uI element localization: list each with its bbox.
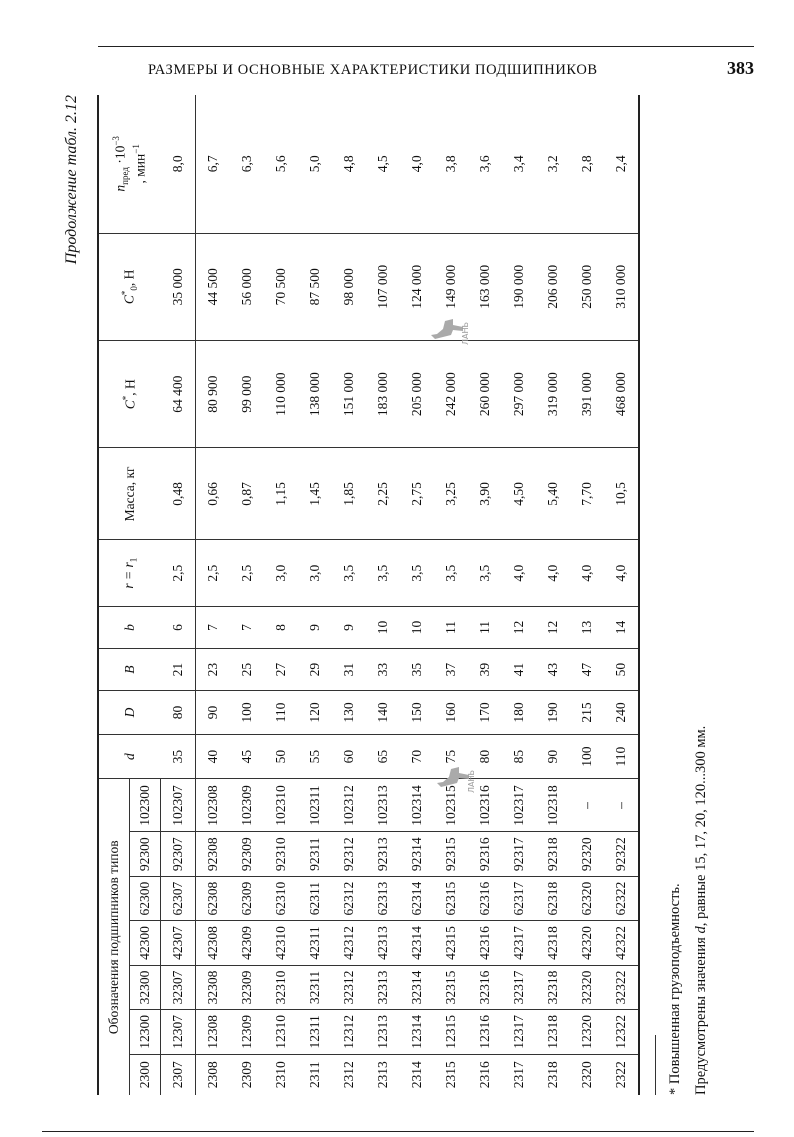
group-header: Обозначения подшипников типов (106, 840, 121, 1035)
table-cell: 42312 (332, 921, 366, 965)
col-header-mass: Масса, кг (98, 448, 161, 540)
table-row (298, 95, 332, 1095)
type-header: 12300 (130, 1010, 161, 1054)
table-cell: 62311 (298, 876, 332, 920)
table-cell: 2307 (161, 1054, 196, 1095)
table-cell: 2,25 (366, 448, 400, 540)
table-cell: 42315 (434, 921, 468, 965)
table-cell: 3,25 (434, 448, 468, 540)
table-cell: 110 (604, 734, 639, 779)
table-cell: 6,3 (230, 95, 264, 233)
table-cell: 37 (434, 649, 468, 691)
table-cell: 33 (366, 649, 400, 691)
table-cell: 4,0 (604, 540, 639, 606)
table-cell: 1,45 (298, 448, 332, 540)
table-cell: – (604, 779, 639, 832)
table-row (264, 95, 298, 1095)
table-cell: 102314 (400, 779, 434, 832)
table-cell: 92313 (366, 832, 400, 876)
table-cell: 3,5 (332, 540, 366, 606)
table-cell: 5,0 (298, 95, 332, 233)
table-cell: 35 (400, 649, 434, 691)
table-cell: 9 (298, 606, 332, 648)
table-cell: 45 (230, 734, 264, 779)
footnotes (662, 726, 714, 1095)
table-cell: 12309 (230, 1010, 264, 1054)
table-cell: 62310 (264, 876, 298, 920)
col-header-b: b (98, 606, 161, 648)
table-cell: 12307 (161, 1010, 196, 1054)
table-cell: 215 (570, 691, 604, 734)
table-cell: 32322 (604, 965, 639, 1009)
table-cell: 92322 (604, 832, 639, 876)
table-cell: 32315 (434, 965, 468, 1009)
table-cell: 190 000 (502, 233, 536, 340)
table-cell: 31 (332, 649, 366, 691)
table-row (468, 95, 502, 1095)
table-cell: 12312 (332, 1010, 366, 1054)
table-cell: 5,40 (536, 448, 570, 540)
table-cell: 47 (570, 649, 604, 691)
table-cell: 2309 (239, 1061, 254, 1089)
table-cell: 297 000 (502, 341, 536, 448)
table-body (161, 95, 640, 1095)
table-cell: 32318 (536, 965, 570, 1009)
table-row (434, 95, 468, 1095)
table-cell: 92307 (161, 832, 196, 876)
table-cell: 2308 (205, 1061, 220, 1089)
table-cell: 10 (400, 606, 434, 648)
table-cell: 32313 (366, 965, 400, 1009)
table-cell: 92315 (434, 832, 468, 876)
table-cell: 9 (332, 606, 366, 648)
table-cell: 1,85 (332, 448, 366, 540)
table-cell: 11 (468, 606, 502, 648)
table-cell: 42317 (502, 921, 536, 965)
table-cell: 468 000 (604, 341, 639, 448)
table-cell: 62309 (230, 876, 264, 920)
table-cell: 12308 (196, 1010, 231, 1054)
table-cell: 32317 (502, 965, 536, 1009)
table-cell: 32307 (161, 965, 196, 1009)
table-cell: 4,50 (502, 448, 536, 540)
table-cell: 240 (604, 691, 639, 734)
type-header: 62300 (130, 876, 161, 920)
table-cell: 62320 (570, 876, 604, 920)
table-cell: 12313 (366, 1010, 400, 1054)
table-cell: 2311 (307, 1061, 322, 1089)
table-cell: 32320 (570, 965, 604, 1009)
running-head-title: РАЗМЕРЫ И ОСНОВНЫЕ ХАРАКТЕРИСТИКИ ПОДШИПНИКОВ (148, 62, 598, 78)
table-cell: 0,87 (230, 448, 264, 540)
continuation-label: Продолжение табл. 2.12 (63, 95, 80, 265)
table-cell: 3,0 (298, 540, 332, 606)
table-cell: 42320 (570, 921, 604, 965)
table-cell: 310 000 (604, 233, 639, 340)
table-cell: 62317 (502, 876, 536, 920)
table-cell: 70 (400, 734, 434, 779)
table-cell: 2,8 (570, 95, 604, 233)
table-cell: 102318 (536, 779, 570, 832)
table-cell: 44 500 (196, 233, 231, 340)
table-cell: 151 000 (332, 341, 366, 448)
table-cell: 32311 (298, 965, 332, 1009)
page-number: 383 (727, 58, 754, 78)
table-row (366, 95, 400, 1095)
table-cell: 42316 (468, 921, 502, 965)
table-cell: 12 (536, 606, 570, 648)
table-cell: 3,5 (468, 540, 502, 606)
col-header-n: $n_{пред} \cdot 10^{-3}$ , мин$^{-1}$ (98, 95, 161, 233)
table-cell: 32312 (332, 965, 366, 1009)
table-cell: 32309 (230, 965, 264, 1009)
table-cell: 2314 (409, 1061, 424, 1089)
table-cell: 70 500 (264, 233, 298, 340)
col-header-C: C*, Н (98, 341, 161, 448)
table-cell: 160 (434, 691, 468, 734)
svg-text:ЛАНЬ: ЛАНЬ (467, 770, 476, 793)
type-header: 92300 (130, 832, 161, 876)
table-cell: 100 (230, 691, 264, 734)
type-header: 32300 (130, 965, 161, 1009)
table-cell: 3,6 (468, 95, 502, 233)
header-row-1 (98, 95, 130, 1095)
table-cell: 110 000 (264, 341, 298, 448)
table-cell: 3,5 (434, 540, 468, 606)
table-cell: 41 (502, 649, 536, 691)
table-cell: 21 (161, 649, 196, 691)
table-row (230, 95, 264, 1095)
table-cell: 4,0 (570, 540, 604, 606)
table-cell: 4,0 (502, 540, 536, 606)
table-cell: 110 (264, 691, 298, 734)
table-cell: 102309 (230, 779, 264, 832)
table-cell: 1,15 (264, 448, 298, 540)
table-cell: 107 000 (366, 233, 400, 340)
table-cell: 8 (264, 606, 298, 648)
table-cell: 206 000 (536, 233, 570, 340)
table-cell: 65 (366, 734, 400, 779)
table-cell: 2322 (613, 1061, 628, 1089)
table-cell: 29 (298, 649, 332, 691)
table-cell: 42310 (264, 921, 298, 965)
table-cell: 43 (536, 649, 570, 691)
table-cell: 32308 (196, 965, 231, 1009)
table-cell: 92312 (332, 832, 366, 876)
table-cell: 7 (196, 606, 231, 648)
table-cell: 75 (434, 734, 468, 779)
table-cell: 4,0 (400, 95, 434, 233)
table-cell: 42318 (536, 921, 570, 965)
table-cell: 12318 (536, 1010, 570, 1054)
table-row (502, 95, 536, 1095)
table-cell: 2320 (579, 1061, 594, 1089)
table-cell: 92310 (264, 832, 298, 876)
col-header-B: B (98, 649, 161, 691)
table-cell: 92308 (196, 832, 231, 876)
table-cell: 35 000 (161, 233, 196, 340)
table-cell: 250 000 (570, 233, 604, 340)
table-cell: 170 (468, 691, 502, 734)
table-cell: 62308 (196, 876, 231, 920)
table-row (536, 95, 570, 1095)
table-cell: 3,2 (536, 95, 570, 233)
table-cell: 12311 (298, 1010, 332, 1054)
table-cell: 0,66 (196, 448, 231, 540)
table-cell: 42314 (400, 921, 434, 965)
table-cell: 102317 (502, 779, 536, 832)
table-cell: – (570, 779, 604, 832)
table-cell: 205 000 (400, 341, 434, 448)
table-row (400, 95, 434, 1095)
table-cell: 100 (570, 734, 604, 779)
table-cell: 102315 (434, 779, 468, 832)
table-cell: 3,5 (366, 540, 400, 606)
table-cell: 7,70 (570, 448, 604, 540)
table-cell: 3,0 (264, 540, 298, 606)
table-row (604, 95, 639, 1095)
table-cell: 102311 (298, 779, 332, 832)
table-cell: 40 (196, 734, 231, 779)
table-cell: 2,5 (230, 540, 264, 606)
table-cell: 5,6 (264, 95, 298, 233)
table-row (332, 95, 366, 1095)
table-cell: 85 (502, 734, 536, 779)
table-cell: 2,5 (161, 540, 196, 606)
table-cell: 6,7 (196, 95, 231, 233)
table-cell: 138 000 (298, 341, 332, 448)
table-cell: 120 (298, 691, 332, 734)
table-cell: 92318 (536, 832, 570, 876)
table-cell: 102307 (161, 779, 196, 832)
table-cell: 39 (468, 649, 502, 691)
table-cell: 12322 (604, 1010, 639, 1054)
table-cell: 55 (298, 734, 332, 779)
table-cell: 10,5 (604, 448, 639, 540)
table-cell: 391 000 (570, 341, 604, 448)
table-cell: 12310 (264, 1010, 298, 1054)
footer-rule (42, 1131, 754, 1132)
table-cell: 140 (366, 691, 400, 734)
table-cell: 62312 (332, 876, 366, 920)
table-cell: 12317 (502, 1010, 536, 1054)
table-row (570, 95, 604, 1095)
table-cell: 50 (604, 649, 639, 691)
table-cell: 35 (161, 734, 196, 779)
table-cell: 102308 (196, 779, 231, 832)
col-header-D: D (98, 691, 161, 734)
table-cell: 130 (332, 691, 366, 734)
table-cell: 7 (230, 606, 264, 648)
table-cell: 6 (161, 606, 196, 648)
table-cell: 8,0 (161, 95, 196, 233)
table-cell: 102313 (366, 779, 400, 832)
table-cell: 3,5 (400, 540, 434, 606)
bearing-table (97, 95, 640, 1095)
table-cell: 2312 (341, 1061, 356, 1089)
type-header: 2300 (130, 1054, 161, 1095)
table-cell: 180 (502, 691, 536, 734)
table-cell: 3,4 (502, 95, 536, 233)
table-cell: 102316 (468, 779, 502, 832)
table-cell: 12320 (570, 1010, 604, 1054)
table-cell: 4,5 (366, 95, 400, 233)
table-cell: 149 000 (434, 233, 468, 340)
table-cell: 124 000 (400, 233, 434, 340)
table-cell: 190 (536, 691, 570, 734)
table-cell: 87 500 (298, 233, 332, 340)
table-cell: 42311 (298, 921, 332, 965)
table-cell: 92314 (400, 832, 434, 876)
table-cell: 92317 (502, 832, 536, 876)
table-cell: 64 400 (161, 341, 196, 448)
table-cell: 12315 (434, 1010, 468, 1054)
table-cell: 0,48 (161, 448, 196, 540)
table-cell: 12 (502, 606, 536, 648)
table-cell: 90 (196, 691, 231, 734)
table-cell: 62307 (161, 876, 196, 920)
table-cell: 2313 (375, 1061, 390, 1089)
table-cell: 12316 (468, 1010, 502, 1054)
table-cell: 42322 (604, 921, 639, 965)
table-cell: 102310 (264, 779, 298, 832)
table-cell: 2318 (545, 1061, 560, 1089)
table-cell: 242 000 (434, 341, 468, 448)
table-cell: 62315 (434, 876, 468, 920)
table-cell: 90 (536, 734, 570, 779)
svg-text:ЛАНЬ: ЛАНЬ (461, 322, 470, 345)
table-cell: 2316 (477, 1061, 492, 1089)
table-cell: 42313 (366, 921, 400, 965)
table-cell: 62318 (536, 876, 570, 920)
header-rule (98, 46, 754, 47)
table-cell: 92316 (468, 832, 502, 876)
footnote-star: * Повышенная грузоподъемность. (667, 883, 683, 1095)
table-row (161, 95, 196, 1095)
table-cell: 42308 (196, 921, 231, 965)
table-cell: 163 000 (468, 233, 502, 340)
table-cell: 23 (196, 649, 231, 691)
rotated-table-area (57, 95, 737, 1095)
table-cell: 4,8 (332, 95, 366, 233)
table-cell: 2317 (511, 1061, 526, 1089)
table-cell: 12314 (400, 1010, 434, 1054)
table-cell: 150 (400, 691, 434, 734)
table-cell: 62316 (468, 876, 502, 920)
table-cell: 50 (264, 734, 298, 779)
table-cell: 32314 (400, 965, 434, 1009)
table-cell: 92320 (570, 832, 604, 876)
table-cell: 11 (434, 606, 468, 648)
table-cell: 80 (468, 734, 502, 779)
table-row (196, 95, 231, 1095)
type-header: 42300 (130, 921, 161, 965)
table-cell: 13 (570, 606, 604, 648)
table-cell: 14 (604, 606, 639, 648)
table-cell: 260 000 (468, 341, 502, 448)
table-cell: 102312 (332, 779, 366, 832)
table-cell: 2310 (273, 1061, 288, 1089)
table-cell: 62322 (604, 876, 639, 920)
table-cell: 99 000 (230, 341, 264, 448)
running-head (98, 58, 754, 84)
table-cell: 60 (332, 734, 366, 779)
notes-rule (655, 1035, 656, 1095)
table-cell: 2,5 (196, 540, 231, 606)
table-cell: 92309 (230, 832, 264, 876)
lan-deer-logo-icon (429, 313, 469, 347)
table-cell: 62314 (400, 876, 434, 920)
col-header-d: d (98, 734, 161, 779)
table-cell: 80 900 (196, 341, 231, 448)
table-cell: 4,0 (536, 540, 570, 606)
table-cell: 62313 (366, 876, 400, 920)
table-cell: 32310 (264, 965, 298, 1009)
table-cell: 3,8 (434, 95, 468, 233)
table-cell: 80 (161, 691, 196, 734)
table-cell: 2,4 (604, 95, 639, 233)
col-header-C0: $C^*_0$, Н (98, 233, 161, 340)
table-cell: 183 000 (366, 341, 400, 448)
type-header: 102300 (130, 779, 161, 832)
table-cell: 2,75 (400, 448, 434, 540)
table-cell: 42307 (161, 921, 196, 965)
lan-deer-logo-icon (435, 761, 475, 795)
table-cell: 32316 (468, 965, 502, 1009)
table-cell: 27 (264, 649, 298, 691)
table-cell: 3,90 (468, 448, 502, 540)
table-cell: 56 000 (230, 233, 264, 340)
table-cell: 25 (230, 649, 264, 691)
footnote-values: Предусмотрены значения d, равные 15, 17, 20, 120...300 мм. (693, 725, 709, 1095)
table-cell: 319 000 (536, 341, 570, 448)
table-cell: 2315 (443, 1061, 458, 1089)
table-cell: 42309 (230, 921, 264, 965)
table-cell: 92311 (298, 832, 332, 876)
table-cell: 10 (366, 606, 400, 648)
table-cell: 98 000 (332, 233, 366, 340)
col-header-r: $r = r_1$ (98, 540, 161, 606)
